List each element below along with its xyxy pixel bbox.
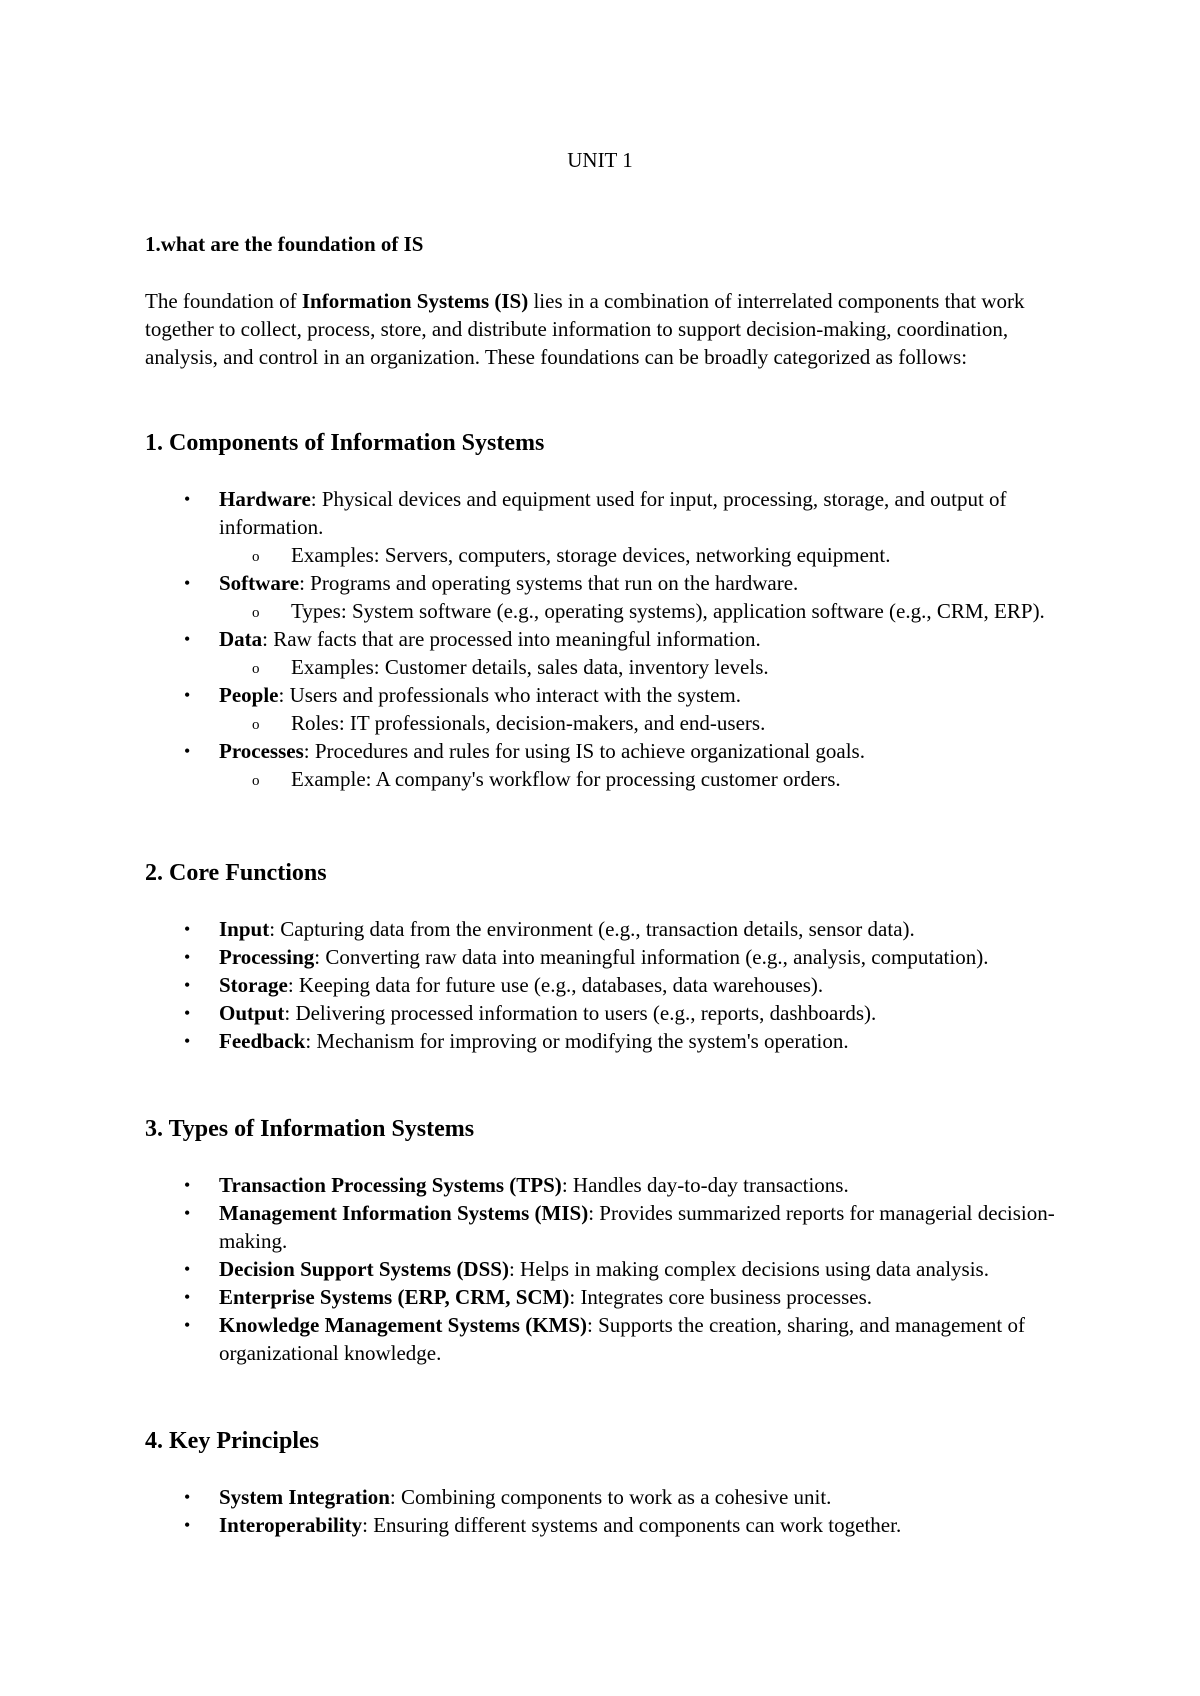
section-components (145, 428, 1065, 793)
item-term: Hardware (219, 487, 311, 511)
item-description: : Integrates core business processes. (569, 1285, 873, 1309)
bullet-marker: • (184, 489, 191, 509)
item-description: : Physical devices and equipment used for input, processing, storage, and output of information. (219, 487, 1007, 539)
sub-item-text: Examples: Customer details, sales data, inventory levels. (291, 655, 769, 679)
list-item (145, 1283, 1065, 1311)
item-term: Processing (219, 945, 315, 969)
item-term: Processes (219, 739, 304, 763)
sub-list-item (219, 541, 1065, 569)
sub-list (219, 709, 1065, 737)
sub-marker: o (252, 549, 260, 565)
list-item (145, 915, 1065, 943)
item-description: : Delivering processed information to users (e.g., reports, dashboards). (284, 1001, 877, 1025)
section-types (145, 1114, 1065, 1367)
item-description: : Converting raw data into meaningful information (e.g., analysis, computation). (314, 945, 989, 969)
list-item (145, 1483, 1065, 1511)
item-term: Interoperability (219, 1513, 363, 1537)
item-term: Software (219, 571, 300, 595)
bullet-list (145, 1483, 1065, 1539)
item-term: Management Information Systems (MIS) (219, 1201, 589, 1225)
list-item (145, 1171, 1065, 1199)
bullet-marker: • (184, 629, 191, 649)
sub-marker: o (252, 717, 260, 733)
list-item (145, 1311, 1065, 1367)
item-description: : Handles day-to-day transactions. (561, 1173, 849, 1197)
sub-list-item (219, 597, 1065, 625)
item-term: Knowledge Management Systems (KMS) (219, 1313, 588, 1337)
item-term: Data (219, 627, 263, 651)
item-description: : Raw facts that are processed into meaningful information. (262, 627, 761, 651)
section-heading: 3. Types of Information Systems (145, 1116, 475, 1142)
item-term: Feedback (219, 1029, 306, 1053)
list-item (145, 625, 1065, 681)
item-description: : Provides summarized reports for managerial decision-making. (219, 1201, 1055, 1253)
sub-list (219, 765, 1065, 793)
sub-marker: o (252, 661, 260, 677)
section-heading: 1. Components of Information Systems (145, 430, 545, 456)
bullet-marker: • (184, 975, 191, 995)
item-description: : Combining components to work as a cohesive unit. (389, 1485, 832, 1509)
intro-bold-term: Information Systems (IS) (301, 289, 529, 313)
bullet-marker: • (184, 1003, 191, 1023)
list-item (145, 485, 1065, 569)
item-description: : Supports the creation, sharing, and management of organizational knowledge. (219, 1313, 1026, 1365)
bullet-marker: • (184, 1259, 191, 1279)
bullet-marker: • (184, 1175, 191, 1195)
list-item (145, 1027, 1065, 1055)
bullet-marker: • (184, 1287, 191, 1307)
item-description: : Programs and operating systems that run on the hardware. (299, 571, 799, 595)
item-description: : Mechanism for improving or modifying the system's operation. (305, 1029, 849, 1053)
unit-title: UNIT 1 (567, 148, 633, 172)
list-item (145, 737, 1065, 793)
item-term: Input (219, 917, 270, 941)
item-term: Decision Support Systems (DSS) (219, 1257, 509, 1281)
list-item (145, 1511, 1065, 1539)
bullet-marker: • (184, 1515, 191, 1535)
list-item (145, 1199, 1065, 1255)
list-item (145, 681, 1065, 737)
intro-prefix: The foundation of (145, 289, 302, 313)
section-core-functions (145, 858, 1065, 1055)
bullet-marker: • (184, 919, 191, 939)
list-item (145, 569, 1065, 625)
list-item (145, 999, 1065, 1027)
sub-marker: o (252, 605, 260, 621)
bullet-marker: • (184, 573, 191, 593)
sub-list-item (219, 653, 1065, 681)
section-heading: 4. Key Principles (145, 1428, 319, 1454)
sub-item-text: Roles: IT professionals, decision-makers, and end-users. (291, 711, 766, 735)
item-term: System Integration (219, 1485, 390, 1509)
sub-item-text: Examples: Servers, computers, storage devices, networking equipment. (291, 543, 891, 567)
item-description: : Ensuring different systems and components can work together. (362, 1513, 902, 1537)
bullet-marker: • (184, 1203, 191, 1223)
bullet-marker: • (184, 741, 191, 761)
list-item (145, 943, 1065, 971)
item-term: Output (219, 1001, 285, 1025)
bullet-marker: • (184, 1315, 191, 1335)
list-item (145, 971, 1065, 999)
sub-list-item (219, 709, 1065, 737)
sub-item-text: Example: A company's workflow for processing customer orders. (291, 767, 841, 791)
bullet-list (145, 915, 1065, 1055)
item-description: : Procedures and rules for using IS to achieve organizational goals. (303, 739, 865, 763)
section-heading: 2. Core Functions (145, 860, 327, 886)
item-description: : Users and professionals who interact with the system. (278, 683, 741, 707)
item-term: Enterprise Systems (ERP, CRM, SCM) (219, 1285, 570, 1309)
item-description: : Keeping data for future use (e.g., databases, data warehouses). (287, 973, 824, 997)
bullet-marker: • (184, 685, 191, 705)
intro-paragraph (145, 287, 1065, 371)
bullet-marker: • (184, 947, 191, 967)
item-description: : Helps in making complex decisions using data analysis. (508, 1257, 989, 1281)
sub-marker: o (252, 773, 260, 789)
sub-list (219, 653, 1065, 681)
sub-item-text: Types: System software (e.g., operating systems), application software (e.g., CRM, ERP). (291, 599, 1045, 623)
bullet-list (145, 1171, 1065, 1367)
sub-list (219, 597, 1065, 625)
bullet-marker: • (184, 1487, 191, 1507)
item-term: Transaction Processing Systems (TPS) (219, 1173, 562, 1197)
list-item (145, 1255, 1065, 1283)
sub-list (219, 541, 1065, 569)
intro-suffix: lies in a combination of interrelated components that work together to collect, process, store, and distribute information to support decision-making, coordination, analysis, and control in an organization. These foundations can be broadly categorized as follows: (145, 289, 1025, 369)
section-key-principles (145, 1426, 1065, 1539)
item-term: People (219, 683, 279, 707)
bullet-list (145, 485, 1065, 793)
item-description: : Capturing data from the environment (e.g., transaction details, sensor data). (269, 917, 915, 941)
question-heading: 1.what are the foundation of IS (145, 232, 424, 256)
item-term: Storage (219, 973, 288, 997)
bullet-marker: • (184, 1031, 191, 1051)
sub-list-item (219, 765, 1065, 793)
